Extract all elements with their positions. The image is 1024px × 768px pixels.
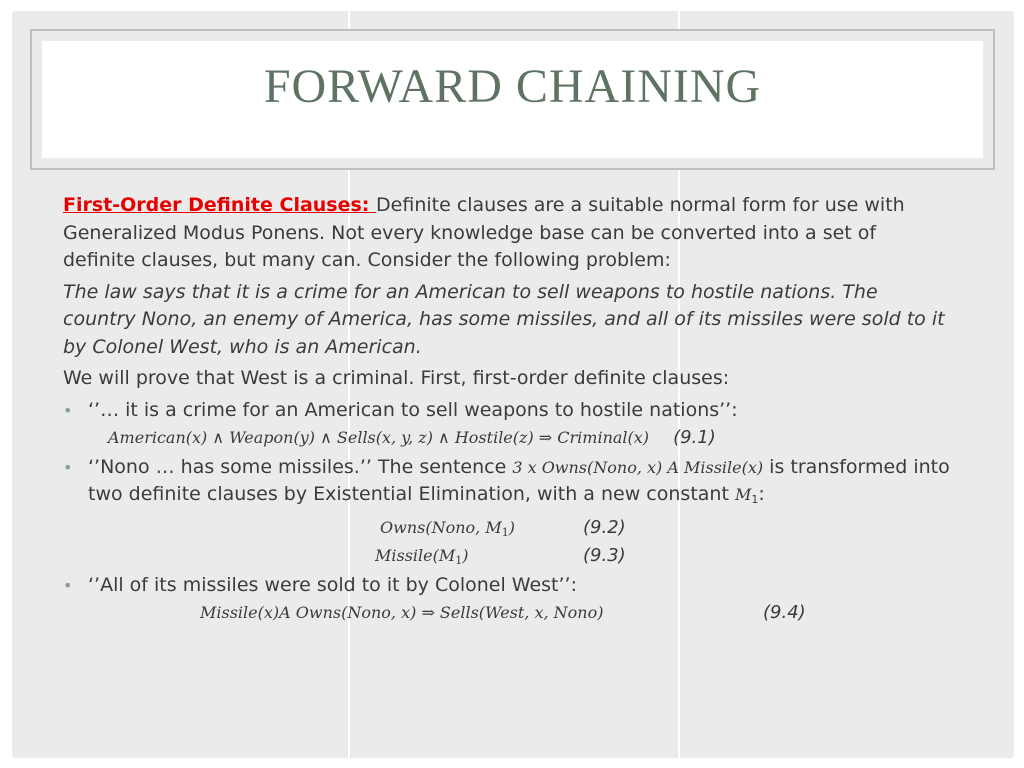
equation-number: (9.3): [583, 544, 626, 566]
equation-row: [88, 542, 953, 570]
constant-subscript: 1: [751, 493, 759, 506]
bullet-text-part: is transformed into two definite clauses by Existential Elimination, with a new constant: [88, 455, 950, 505]
bullet-text: ‘’… it is a crime for an American to sell weapons to hostile nations’’:: [88, 398, 738, 421]
title-panel: [42, 41, 983, 158]
intro-lead: First-Order Definite Clauses:: [63, 194, 377, 216]
bullet-text: ‘’All of its missiles were sold to it by Colonel West’’:: [88, 573, 577, 596]
bullet-icon: •: [63, 575, 73, 595]
slide-body: [63, 192, 953, 627]
intro-text: Definite clauses are a suitable normal form for use with Generalized Modus Ponens. Not every knowledge base can be converted into a set of definite clauses, but many can. Consider the following problem:: [63, 194, 905, 271]
equation: $Missile(M_1)$: [375, 545, 469, 567]
bullet-item: [63, 454, 953, 570]
bullet-text-part: ‘’Nono … has some missiles.’’ The sentence: [88, 455, 513, 478]
prove-paragraph: We will prove that West is a criminal. First, first-order definite clauses:: [63, 367, 730, 389]
bullet-icon: •: [63, 457, 73, 477]
bullet-text: [88, 454, 953, 514]
intro-paragraph: [63, 192, 953, 275]
equation-number: (9.2): [583, 516, 626, 538]
equation-row: [88, 599, 953, 627]
title-frame: [30, 29, 995, 170]
bullet-item: [63, 572, 953, 628]
bullet-text-part: :: [758, 483, 765, 505]
inline-math: 3 x Owns(Nono, x) A Missile(x): [512, 457, 764, 477]
bullet-icon: •: [63, 400, 73, 420]
equation-number: (9.1): [673, 427, 716, 448]
problem-paragraph: The law says that it is a crime for an American to sell weapons to hostile nations. The country Nono, an enemy of America, has some missiles, and all of its missiles were sold to it by Colonel West, who is an American.: [63, 280, 945, 358]
equation: American(x) ∧ Weapon(y) ∧ Sells(x, y, z) ∧ Hostile(z) ⇒ Criminal(x): [108, 428, 650, 447]
equation: Owns(Nono, $M_1$): [380, 517, 515, 539]
constant-symbol: M: [734, 485, 752, 504]
slide-title: FORWARD CHAINING: [263, 60, 762, 113]
equation-number: (9.4): [763, 602, 806, 623]
equation-row: [88, 514, 953, 542]
equation-row: [88, 424, 953, 452]
equation: Missile(x)A Owns(Nono, x) ⇒ Sells(West, x, Nono): [200, 603, 604, 622]
bullet-item: [63, 397, 953, 452]
